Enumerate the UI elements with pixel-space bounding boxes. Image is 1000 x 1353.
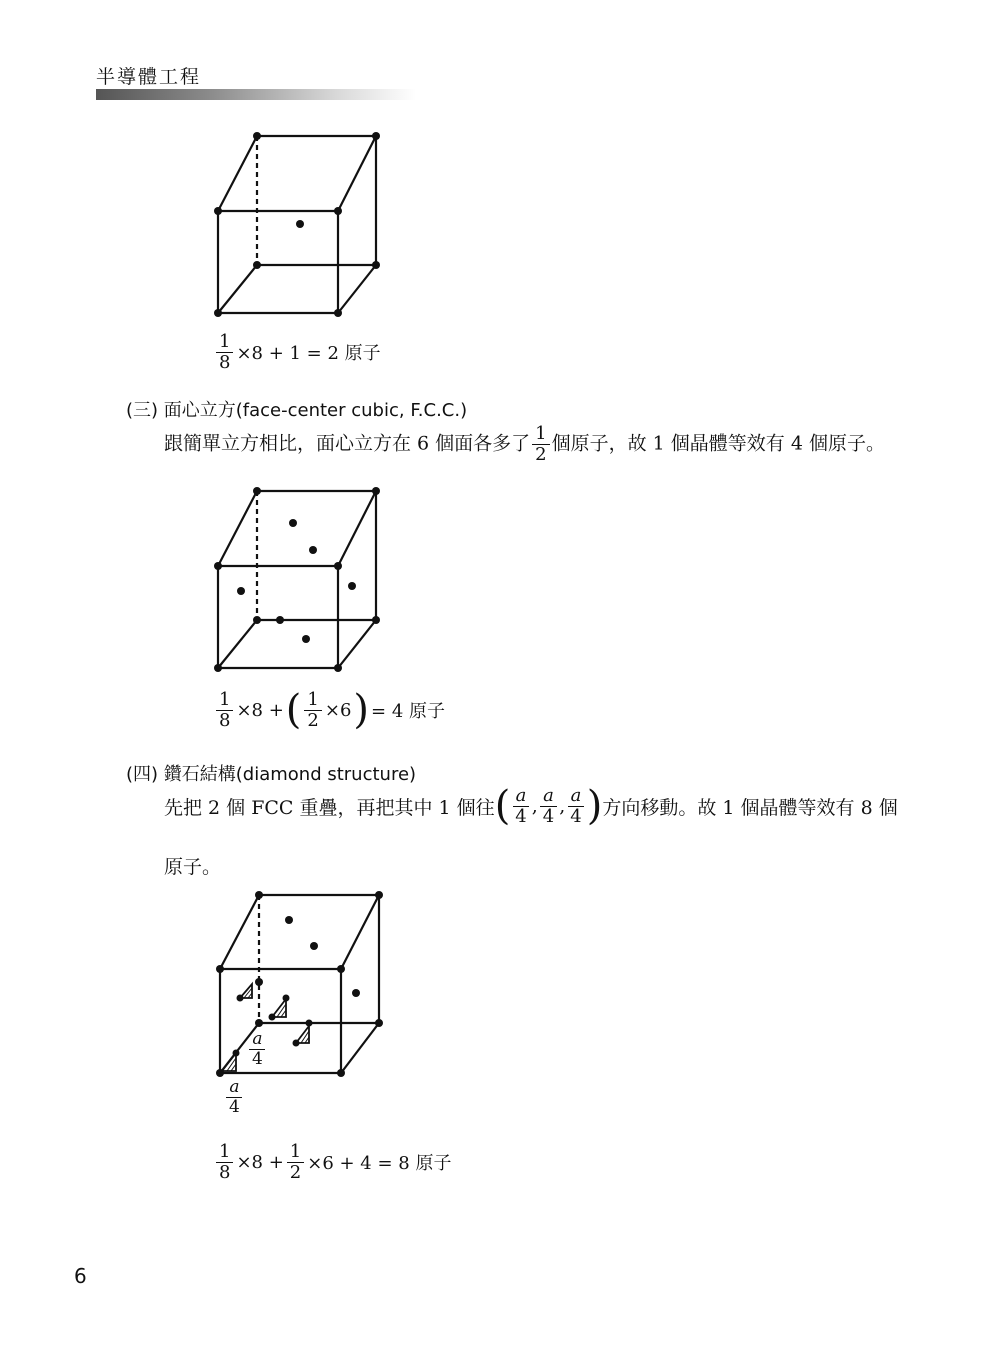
fcc-equation: $\frac{1}{8}$ ×8 + ( $\frac{1}{2}$ ×6 ) = 4 原子 — [214, 690, 446, 731]
shift-label-a-over-4: $\frac{a}{4}$ — [226, 1078, 243, 1116]
diamond-equation: $\frac{1}{8}$ ×8 + $\frac{1}{2}$ ×6 + 4 = 8 原子 — [214, 1142, 452, 1183]
diamond-section-heading: (四) 鑽石結構(diamond structure) — [126, 764, 417, 785]
shift-triangle — [269, 995, 290, 1021]
simple-cubic-diagram — [200, 120, 400, 330]
fraction: $\frac{a}{4}$ — [512, 786, 529, 827]
fcc-paragraph: 跟簡單立方相比，面心立方在 6 個面各多了 $\frac{1}{2}$ 個原子，故 1 個晶體等效有 4 個原子。 — [164, 423, 885, 465]
fcc-cube-diagram — [200, 475, 400, 685]
simple-cubic-equation: $\frac{1}{8}$ ×8 + 1 = 2 原子 — [214, 332, 382, 373]
header-gradient-bar — [96, 89, 416, 100]
shift-label-a-over-4: $\frac{a}{4}$ — [249, 1030, 266, 1068]
fcc-section-heading: (三) 面心立方(face-center cubic, F.C.C.) — [126, 400, 468, 421]
running-header-title: 半導體工程 — [96, 66, 202, 88]
diamond-paragraph-line2: 原子。 — [164, 856, 222, 878]
page-number: 6 — [74, 1264, 87, 1288]
fraction: $\frac{1}{2}$ — [286, 1142, 305, 1183]
right-parenthesis: ) — [353, 687, 370, 734]
fraction: $\frac{1}{2}$ — [532, 424, 549, 465]
right-parenthesis: ) — [586, 783, 603, 830]
diamond-structure-diagram — [200, 880, 400, 1090]
diamond-paragraph: 先把 2 個 FCC 重疊，再把其中 1 個往 ( $\frac{a}{4}$ , $\frac{a}{4}$ , $\frac{a}{4}$ ) 方向移動。故 1 個晶體等效有 8 個 — [164, 783, 898, 830]
fraction: $\frac{1}{8}$ — [215, 690, 234, 731]
left-parenthesis: ( — [285, 687, 302, 734]
shift-triangle — [237, 984, 253, 1002]
fraction: $\frac{1}{8}$ — [215, 1142, 234, 1183]
shift-triangle — [222, 1050, 240, 1072]
left-parenthesis: ( — [494, 783, 511, 830]
fraction: $\frac{1}{2}$ — [303, 690, 322, 731]
fraction: $\frac{1}{8}$ — [215, 332, 234, 373]
fraction: $\frac{a}{4}$ — [567, 786, 584, 827]
fraction: $\frac{a}{4}$ — [540, 786, 557, 827]
